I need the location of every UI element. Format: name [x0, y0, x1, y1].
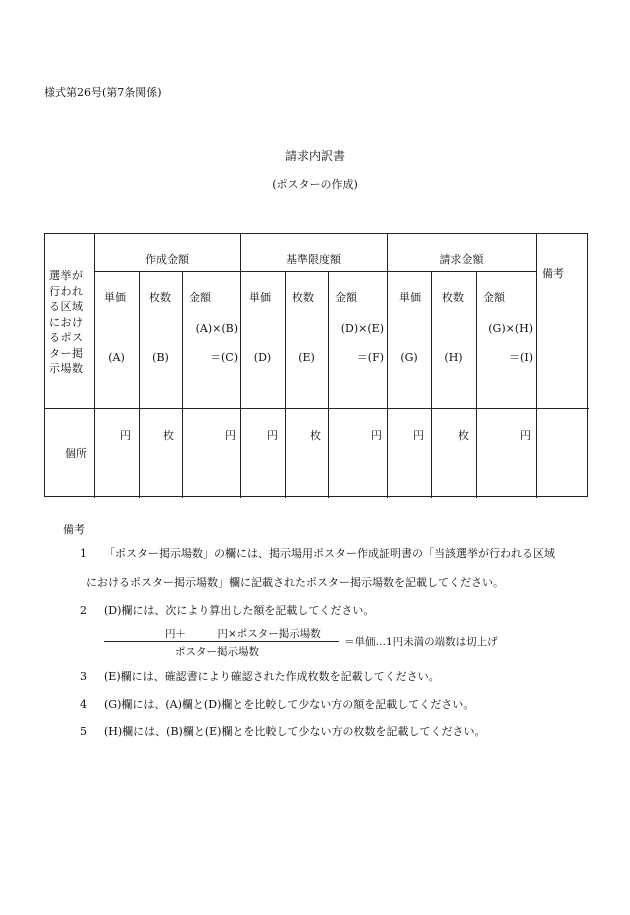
formula-fraction-bar [104, 641, 339, 642]
note-number: 3 [80, 670, 87, 683]
formula-numerator: 円＋ 円×ポスター掲示場数 [165, 628, 321, 640]
note-item [86, 574, 504, 590]
col-code: (A) [108, 351, 125, 364]
col-formula: (A)×(B) [195, 322, 238, 335]
unit-sheets: 枚 [310, 429, 321, 442]
notes-heading: 備考 [63, 523, 85, 536]
col-code: ＝(C) [210, 351, 238, 364]
breakdown-table [44, 233, 588, 497]
unit-yen: 円 [225, 429, 236, 442]
document-title: 請求内訳書 [284, 149, 345, 163]
group-header-production: 作成金額 [145, 253, 189, 266]
note-item [80, 602, 374, 618]
note-text: 「ポスター掲示場数」の欄には、掲示場用ポスター作成証明書の「当該選挙が行われる区域 [104, 547, 555, 560]
unit-yen: 円 [371, 429, 382, 442]
formula-result: ＝単価…1円未満の端数は切上げ [344, 636, 498, 648]
note-text: (G)欄には、(A)欄と(D)欄とを比較して少ない方の額を記載してください。 [104, 698, 475, 711]
note-text: におけるポスター掲示場数」欄に記載されたポスター掲示場数を記載してください。 [86, 576, 504, 589]
form-number: 様式第26号(第7条関係) [44, 86, 162, 99]
note-number: 4 [80, 698, 87, 711]
row-header-line: ター掲 [49, 346, 84, 360]
col-code: (B) [152, 351, 169, 364]
col-formula: (G)×(H) [488, 322, 533, 335]
col-label: 金額 [335, 291, 357, 304]
col-code: (G) [400, 351, 418, 364]
count-label: 個所 [65, 447, 87, 460]
row-header [49, 268, 91, 377]
col-code: (D) [253, 351, 272, 364]
unit-yen: 円 [267, 429, 278, 442]
note-item [80, 545, 555, 561]
note-text: (H)欄には、(B)欄と(E)欄とを比較して少ない方の枚数を記載してください。 [104, 725, 486, 738]
col-code: ＝(I) [509, 351, 533, 364]
unit-sheets: 枚 [163, 429, 174, 442]
col-label: 単価 [399, 291, 421, 304]
row-header-line: 選挙が [49, 269, 84, 282]
note-text: (D)欄には、次により算出した額を記載してください。 [104, 604, 375, 617]
unit-yen: 円 [413, 429, 424, 442]
note-number: 2 [80, 604, 87, 617]
col-label: 金額 [483, 291, 505, 304]
row-header-line: におけ [49, 315, 84, 329]
note-number: 5 [80, 725, 87, 738]
col-label: 金額 [189, 291, 211, 304]
remarks-header: 備考 [542, 267, 564, 280]
row-header-line: 示場数 [49, 362, 84, 375]
note-item [80, 696, 474, 712]
formula-denominator: ポスター掲示場数 [175, 646, 259, 658]
unit-sheets: 枚 [458, 429, 469, 442]
note-number: 1 [80, 547, 87, 560]
col-formula: (D)×(E) [340, 322, 384, 335]
unit-yen: 円 [520, 429, 531, 442]
document-subtitle: (ポスターの作成) [272, 178, 358, 191]
note-item [80, 668, 440, 684]
row-header-line: るポス [49, 331, 84, 344]
group-header-limit: 基準限度額 [286, 253, 341, 266]
col-label: 単価 [104, 291, 126, 304]
note-text: (E)欄には、確認書により確認された作成枚数を記載してください。 [104, 670, 440, 683]
col-code: (E) [298, 351, 315, 364]
group-header-claim: 請求金額 [439, 253, 484, 266]
unit-yen: 円 [120, 429, 131, 442]
col-label: 枚数 [442, 291, 464, 304]
row-header-line: る区域 [49, 300, 84, 313]
col-label: 単価 [249, 291, 271, 304]
col-code: (H) [444, 351, 463, 364]
note-item [80, 723, 485, 739]
col-label: 枚数 [149, 291, 171, 304]
row-header-line: 行われ [49, 284, 84, 298]
col-label: 枚数 [292, 291, 314, 304]
col-code: ＝(F) [356, 351, 384, 364]
